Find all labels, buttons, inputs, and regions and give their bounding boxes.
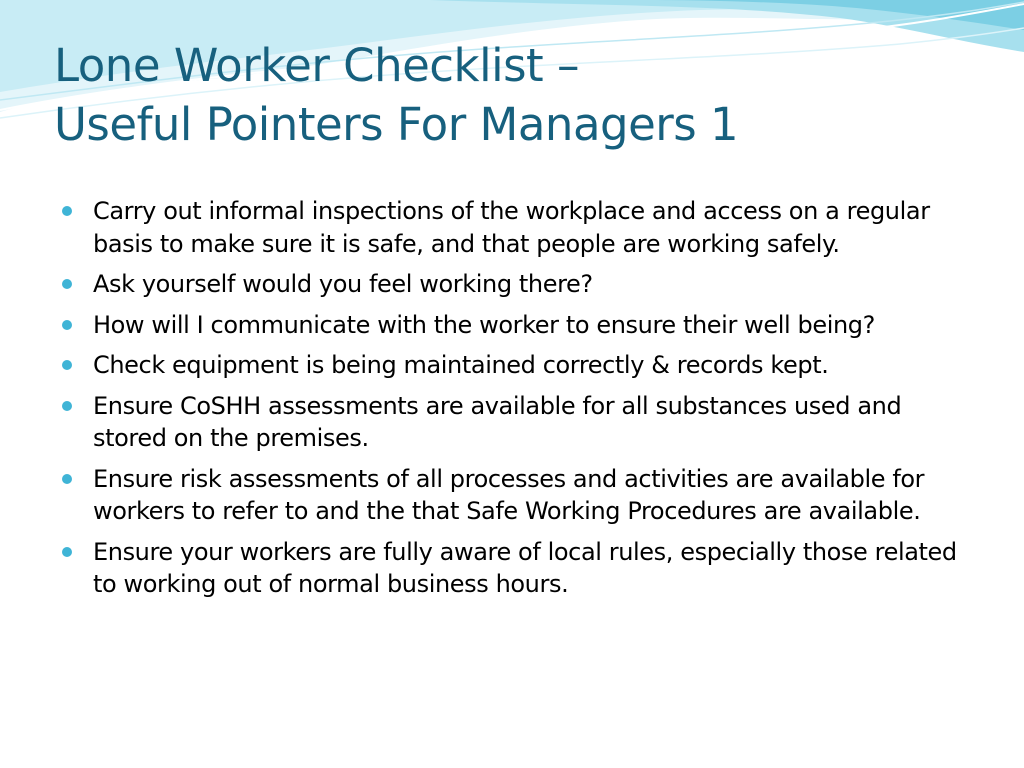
- title-line-2: Useful Pointers For Managers 1: [54, 98, 739, 151]
- bullet-marker-icon: [62, 360, 72, 370]
- bullet-item-communicate: [62, 309, 972, 342]
- bullet-marker-icon: [62, 547, 72, 557]
- bullet-marker-icon: [62, 474, 72, 484]
- bullet-marker-icon: [62, 279, 72, 289]
- bullet-marker-icon: [62, 206, 72, 216]
- title-line-1: Lone Worker Checklist –: [54, 39, 579, 92]
- bullet-marker-icon: [62, 320, 72, 330]
- bullet-marker-icon: [62, 401, 72, 411]
- bullet-text: Check equipment is being maintained correctly & records kept.: [93, 351, 829, 379]
- bullet-item-local-rules: [62, 536, 972, 601]
- bullet-list: [62, 195, 972, 609]
- slide-title: [54, 36, 994, 154]
- bullet-item-ask-yourself: [62, 268, 972, 301]
- bullet-text: How will I communicate with the worker to ensure their well being?: [93, 310, 875, 339]
- bullet-text: Carry out informal inspections of the workplace and access on a regular basis to make sure it is safe, and that people are working safely.: [93, 197, 930, 258]
- bullet-text: Ensure your workers are fully aware of local rules, especially those related to working out of normal business hours.: [93, 537, 957, 598]
- bullet-text: Ensure risk assessments of all processes and activities are available for workers to refer to and the that Safe Working Procedures are available.: [93, 464, 925, 525]
- bullet-text: Ensure CoSHH assessments are available for all substances used and stored on the premises.: [93, 391, 902, 452]
- bullet-item-inspections: [62, 195, 972, 260]
- bullet-item-risk-assessments: [62, 463, 972, 528]
- bullet-item-coshh: [62, 390, 972, 455]
- bullet-item-equipment: [62, 349, 972, 382]
- bullet-text: Ask yourself would you feel working there?: [93, 270, 593, 298]
